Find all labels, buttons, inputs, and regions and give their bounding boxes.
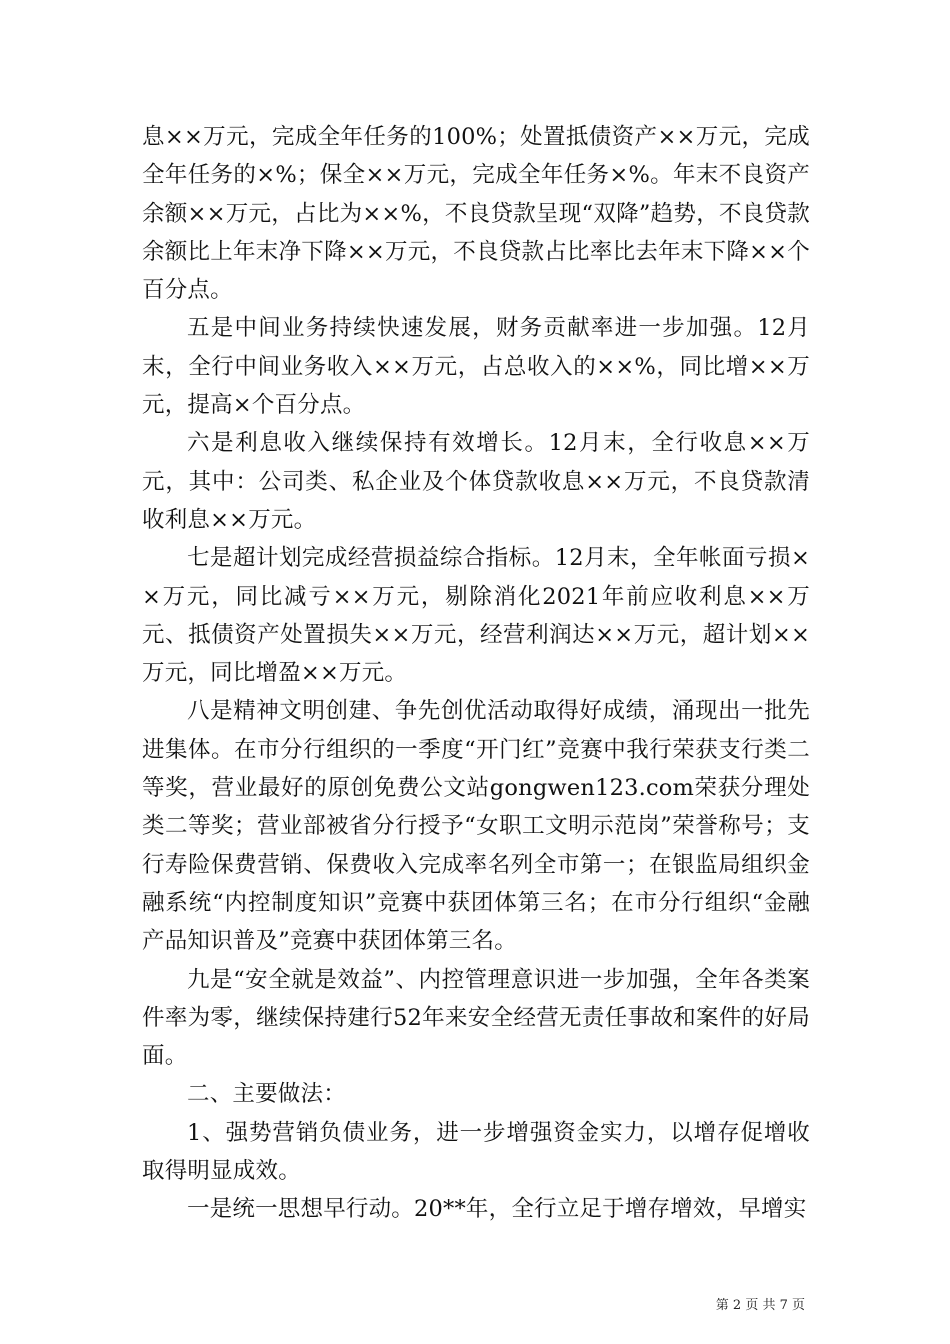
paragraph-item-6: 六是利息收入继续保持有效增长。12月末，全行收息××万元，其中：公司类、私企业及个体贷款收息××万元，不良贷款清收利息××万元。 — [142, 430, 810, 533]
paragraph-method-1-point-1: 一是统一思想早行动。20**年，全行立足于增存增效，早增实 — [187, 1196, 807, 1223]
document-body — [142, 118, 810, 1229]
paragraph-item-8: 八是精神文明创建、争先创优活动取得好成绩，涌现出一批先进集体。在市分行组织的一季度“开门红”竞赛中我行荣获支行类二等奖，营业最好的原创免费公文站gongwen123.com荣获分理处类二等奖；营业部被省分行授予“女职工文明示范岗”荣誉称号；支行寿险保费营销、保费收入完成率名列全市第一；在银监局组织金融系统“内控制度知识”竞赛中获团体第三名；在市分行组织“金融产品知识普及”竞赛中获团体第三名。 — [142, 698, 810, 955]
paragraph-method-1: 1、强势营销负债业务，进一步增强资金实力，以增存促增收取得明显成效。 — [142, 1119, 810, 1185]
section-heading-main-methods: 二、主要做法： — [187, 1081, 346, 1108]
paragraph-item-5: 五是中间业务持续快速发展，财务贡献率进一步加强。12月末，全行中间业务收入××万元，占总收入的××%，同比增××万元，提高×个百分点。 — [142, 315, 810, 419]
paragraph-continued: 息××万元，完成全年任务的100%；处置抵债资产××万元，完成全年任务的×%；保全××万元，完成全年任务×%。年末不良资产余额××万元，占比为××%，不良贷款呈现“双降”趋势，不良贷款余额比上年末净下降××万元，不良贷款占比率比去年末下降××个百分点。 — [142, 124, 810, 304]
paragraph-item-7: 七是超计划完成经营损益综合指标。12月末，全年帐面亏损××万元，同比减亏××万元，剔除消化2021年前应收利息××万元、抵债资产处置损失××万元，经营利润达××万元，超计划××万元，同比增盈××万元。 — [142, 545, 810, 687]
page-number-footer: 第 2 页 共 7 页 — [715, 1298, 805, 1313]
paragraph-item-9: 九是“安全就是效益”、内控管理意识进一步加强，全年各类案件率为零，继续保持建行52年来安全经营无责任事故和案件的好局面。 — [142, 966, 810, 1070]
